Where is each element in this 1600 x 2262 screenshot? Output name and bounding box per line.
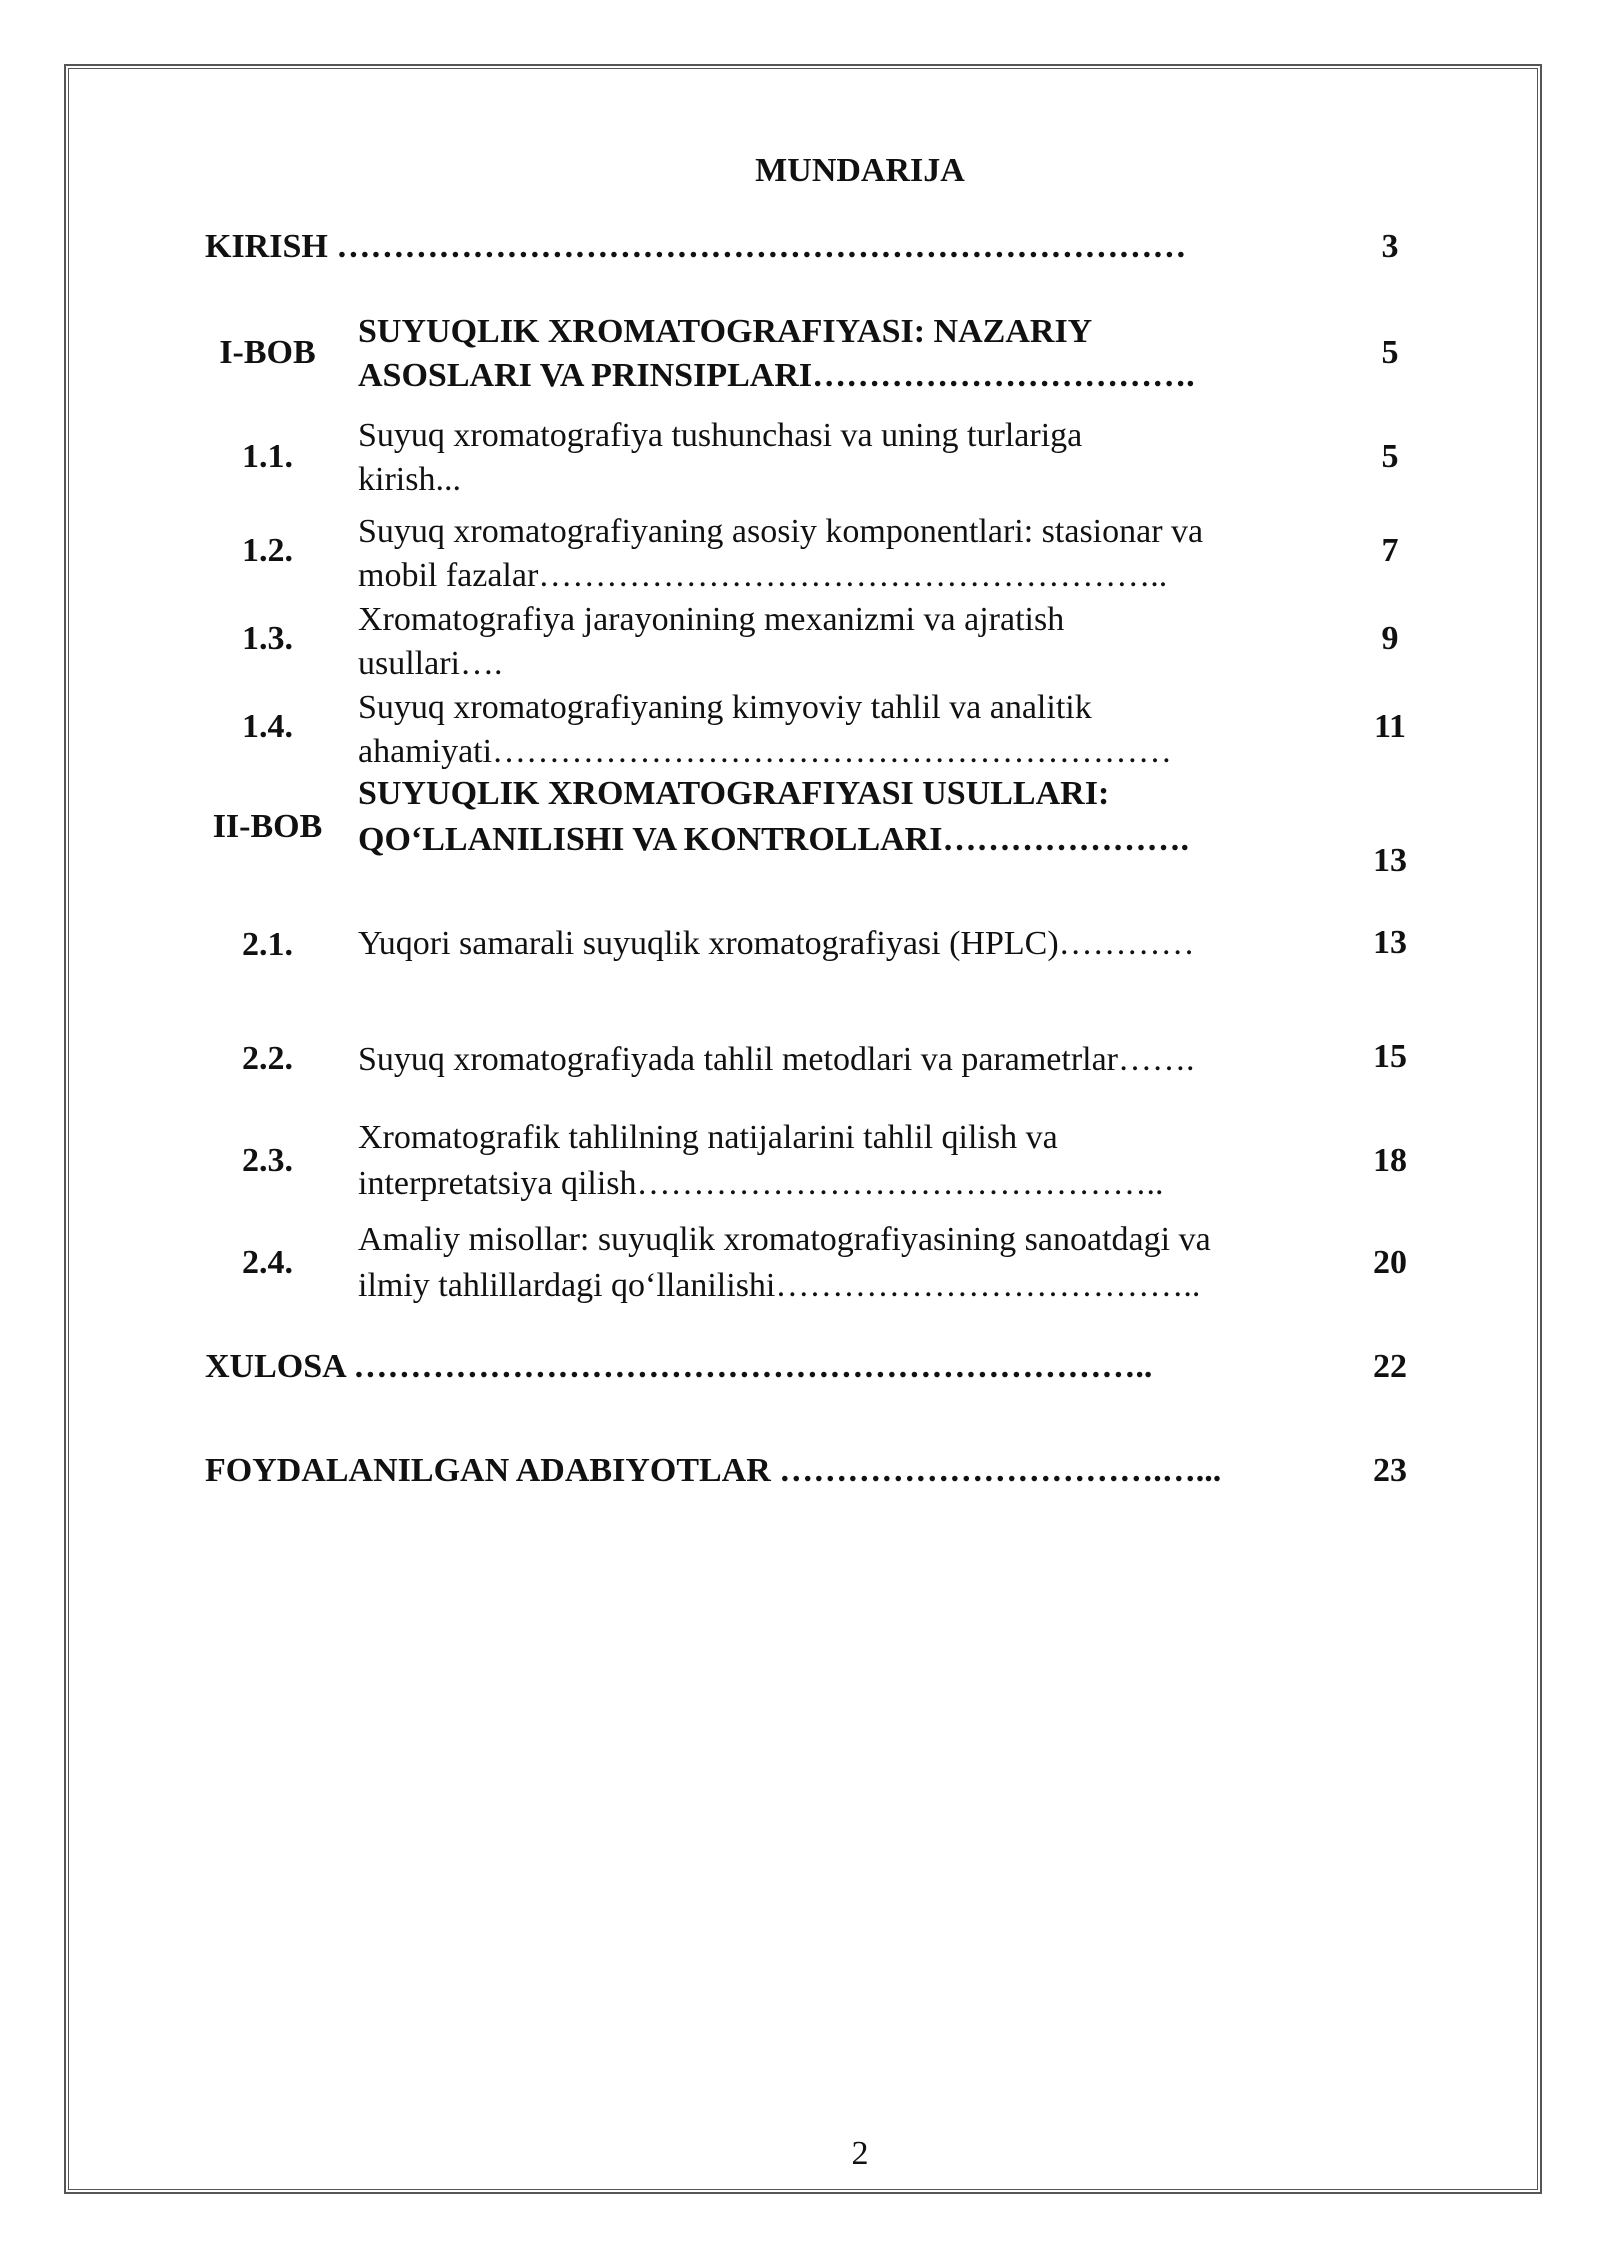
toc-page-adabiyotlar: 23 <box>1373 1452 1407 1489</box>
toc-entry-xulosa: XULOSA …………………………………………………………….. <box>205 1348 1153 1385</box>
toc-num-1-2: 1.2. <box>242 532 293 569</box>
toc-page-1-4: 11 <box>1373 708 1407 745</box>
toc-num-bob2: II-BOB <box>212 808 323 845</box>
toc-text-2-4-line1: Amaliy misollar: suyuqlik xromatografiyasining sanoatdagi va <box>358 1221 1211 1258</box>
toc-text-bob1-line1: SUYUQLIK XROMATOGRAFIYASI: NAZARIY <box>358 313 1093 350</box>
toc-page-1-2: 7 <box>1381 532 1399 569</box>
toc-page-2-2: 15 <box>1373 1038 1407 1075</box>
toc-num-2-4: 2.4. <box>242 1244 293 1281</box>
toc-text-1-2-line2: mobil fazalar……………………………………………….. <box>358 557 1168 594</box>
toc-text-bob2-line1: SUYUQLIK XROMATOGRAFIYASI USULLARI: <box>358 775 1110 812</box>
toc-num-1-1: 1.1. <box>242 438 293 475</box>
toc-page-1-3: 9 <box>1381 620 1399 657</box>
toc-text-bob2-line2: QO‘LLANILISHI VA KONTROLLARI…………………. <box>358 821 1189 858</box>
toc-text-1-4-line1: Suyuq xromatografiyaning kimyoviy tahlil va analitik <box>358 689 1092 726</box>
toc-num-1-4: 1.4. <box>242 708 293 745</box>
toc-text-bob1-line2: ASOSLARI VA PRINSIPLARI……………………………. <box>358 357 1195 394</box>
toc-entry-adabiyotlar: FOYDALANILGAN ADABIYOTLAR …………………………….…... <box>205 1452 1222 1489</box>
toc-num-2-2: 2.2. <box>242 1040 293 1077</box>
toc-text-2-2: Suyuq xromatografiyada tahlil metodlari va parametrlar……. <box>358 1041 1195 1078</box>
toc-num-2-1: 2.1. <box>242 926 293 963</box>
toc-text-2-3-line2: interpretatsiya qilish……………………………………….. <box>358 1165 1164 1202</box>
toc-page-2-3: 18 <box>1373 1142 1407 1179</box>
toc-text-1-2-line1: Suyuq xromatografiyaning asosiy komponentlari: stasionar va <box>358 513 1204 550</box>
page-number: 2 <box>851 2135 869 2172</box>
toc-page-2-4: 20 <box>1373 1244 1407 1281</box>
toc-text-1-3-line1: Xromatografiya jarayonining mexanizmi va ajratish <box>358 601 1065 638</box>
toc-page-2-1: 13 <box>1373 924 1407 961</box>
toc-text-1-1-line1: Suyuq xromatografiya tushunchasi va uning turlariga <box>358 417 1083 454</box>
toc-num-1-3: 1.3. <box>242 620 293 657</box>
toc-text-2-1: Yuqori samarali suyuqlik xromatografiyasi (HPLC)………… <box>358 925 1195 962</box>
toc-page-1-1: 5 <box>1381 438 1399 475</box>
toc-num-bob1: I-BOB <box>219 334 316 371</box>
toc-page-kirish: 3 <box>1381 228 1399 265</box>
toc-text-1-1-line2: kirish... <box>358 461 461 498</box>
toc-entry-kirish: KIRISH ………………………………………………………………… <box>205 228 1187 265</box>
toc-text-1-4-line2: ahamiyati…………………………………………………… <box>358 733 1173 770</box>
toc-text-2-3-line1: Xromatografik tahlilning natijalarini tahlil qilish va <box>358 1119 1058 1156</box>
toc-page-bob1: 5 <box>1381 334 1399 371</box>
toc-title: MUNDARIJA <box>755 152 965 189</box>
toc-num-2-3: 2.3. <box>242 1142 293 1179</box>
toc-text-1-3-line2: usullari…. <box>358 645 503 682</box>
toc-page-xulosa: 22 <box>1373 1348 1407 1385</box>
toc-page-bob2: 13 <box>1373 842 1407 879</box>
toc-text-2-4-line2: ilmiy tahlillardagi qo‘llanilishi……………………………….. <box>358 1267 1201 1304</box>
